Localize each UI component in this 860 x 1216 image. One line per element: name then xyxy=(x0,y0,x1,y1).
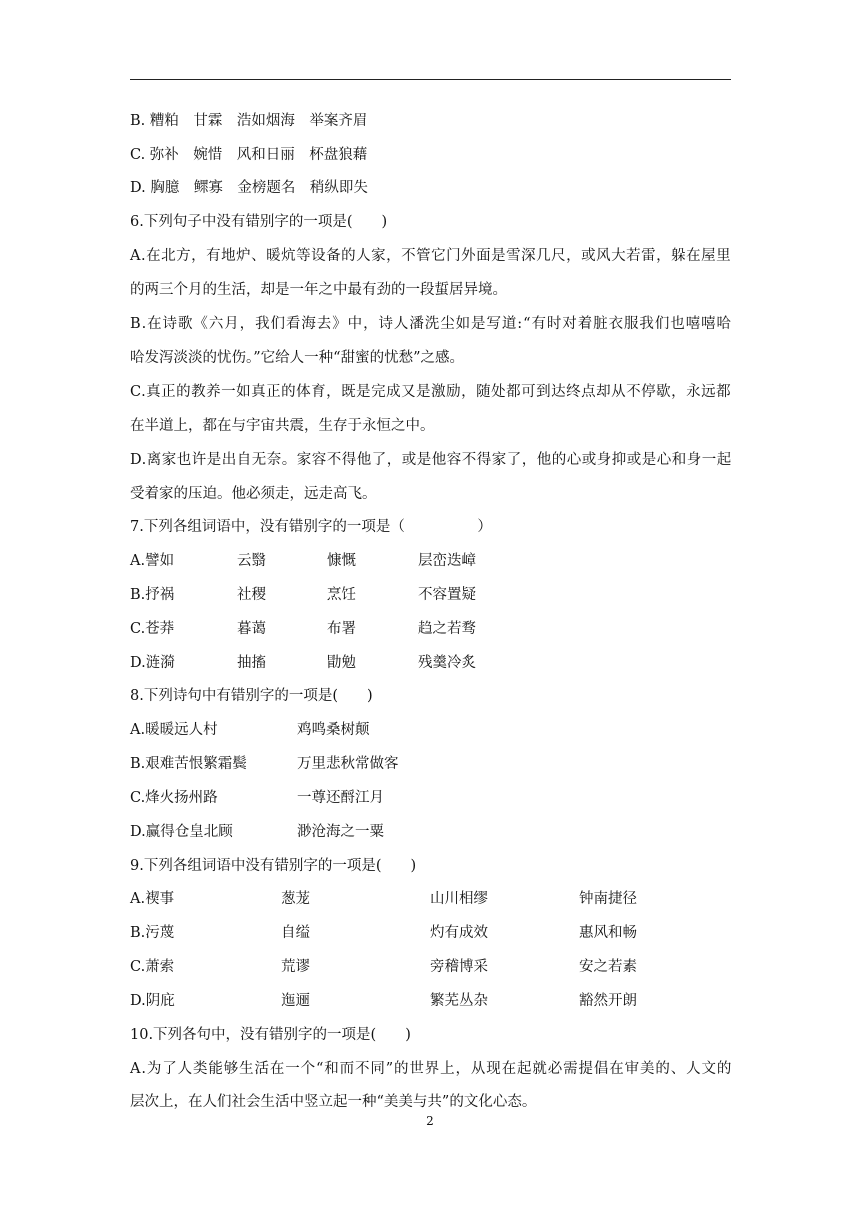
q9-b-word-1: B.污蔑 xyxy=(130,925,175,941)
q9-c-word-3: 旁稽博采 xyxy=(430,959,488,975)
q6-option-c-line2: 在半道上，都在与宇宙共震，生存于永恒之中。 xyxy=(130,418,435,434)
q7-a-word-1: A.譬如 xyxy=(130,553,175,569)
q7-d-word-2: 抽搐 xyxy=(237,655,266,671)
q6-option-b-line2: 哈发泻淡淡的忧伤。”它给人一种“甜蜜的忧愁”之感。 xyxy=(130,350,464,366)
q9-a-word-3: 山川相缪 xyxy=(430,891,488,907)
q7-d-word-4: 残羹冷炙 xyxy=(418,655,476,671)
q7-d-word-1: D.涟漪 xyxy=(130,655,175,671)
q6-option-c-line1: C.真正的教养一如真正的体育，既是完成又是激励，随处都可到达终点却从不停歇，永远都 xyxy=(130,384,732,400)
q8-d-line-1: D.赢得仓皇北顾 xyxy=(130,824,233,840)
q9-c-word-1: C.萧索 xyxy=(130,959,175,975)
q8-b-line-2: 万里悲秋常做客 xyxy=(297,756,399,772)
q8-a-line-2: 鸡鸣桑树颠 xyxy=(297,722,370,738)
q9-c-word-2: 荒谬 xyxy=(281,959,310,975)
q10-option-a-line1: A.为了人类能够生活在一个“和而不同”的世界上，从现在起就必需提倡在审美的、人文的 xyxy=(130,1061,733,1077)
q9-a-word-4: 钟南捷径 xyxy=(579,891,637,907)
q7-c-word-3: 布署 xyxy=(327,621,356,637)
q9-b-word-3: 灼有成效 xyxy=(430,925,488,941)
q7-c-word-2: 暮蔼 xyxy=(237,621,266,637)
q6-option-d-line1: D.离家也许是出自无奈。家容不得他了，或是他容不得家了，他的心或身抑或是心和身一起 xyxy=(130,452,732,468)
q7-b-word-1: B.抒祸 xyxy=(130,587,175,603)
q6-option-d-line2: 受着家的压迫。他必须走，远走高飞。 xyxy=(130,486,377,502)
q7-b-word-3: 烹饪 xyxy=(327,587,356,603)
q6-option-b-line1: B.在诗歌《六月，我们看海去》中，诗人潘洗尘如是写道:“有时对着脏衣服我们也嘻嘻哈 xyxy=(130,316,732,332)
q5-option-b: B. 糟粕 甘霖 浩如烟海 举案齐眉 xyxy=(130,113,368,129)
header-rule xyxy=(130,79,731,80)
q9-d-word-3: 繁芜丛杂 xyxy=(430,993,488,1009)
q8-d-line-2: 渺沧海之一粟 xyxy=(297,824,384,840)
q8-b-line-1: B.艰难苦恨繁霜鬓 xyxy=(130,756,247,772)
q8-c-line-2: 一尊还酹江月 xyxy=(297,790,384,806)
q7-c-word-4: 趋之若骛 xyxy=(418,621,476,637)
q8-c-line-1: C.烽火扬州路 xyxy=(130,790,218,806)
q6-option-a-line2: 的两三个月的生活，却是一年之中最有劲的一段蜇居异境。 xyxy=(130,282,507,298)
q8-a-line-1: A.暖暖远人村 xyxy=(130,722,218,738)
q9-c-word-4: 安之若素 xyxy=(579,959,637,975)
q7-d-word-3: 勖勉 xyxy=(327,655,356,671)
q9-d-word-2: 迤逦 xyxy=(281,993,310,1009)
q7-b-word-4: 不容置疑 xyxy=(418,587,476,603)
q10-stem: 10.下列各句中，没有错别字的一项是( ) xyxy=(130,1027,411,1043)
q7-b-word-2: 社稷 xyxy=(237,587,266,603)
q6-option-a-line1: A.在北方，有地炉、暖炕等设备的人家，不管它门外面是雪深几尺，或风大若雷，躲在屋里 xyxy=(130,248,732,264)
q5-option-c: C. 弥补 婉惜 风和日丽 杯盘狼藉 xyxy=(130,147,368,163)
q7-a-word-2: 云翳 xyxy=(237,553,266,569)
q7-c-word-1: C.苍莽 xyxy=(130,621,175,637)
q8-stem: 8.下列诗句中有错别字的一项是( ) xyxy=(130,688,373,704)
q7-a-word-4: 层峦迭嶂 xyxy=(418,553,476,569)
q5-option-d: D. 胸臆 鳏寡 金榜题名 稍纵即失 xyxy=(130,180,368,196)
page-number: 2 xyxy=(426,1114,434,1128)
q9-b-word-4: 惠风和畅 xyxy=(579,925,637,941)
q7-a-word-3: 慷慨 xyxy=(327,553,356,569)
q9-d-word-1: D.阴庇 xyxy=(130,993,175,1009)
q9-a-word-2: 葱茏 xyxy=(281,891,310,907)
q7-stem: 7.下列各组词语中，没有错别字的一项是（ ） xyxy=(130,519,492,535)
q10-option-a-line2: 层次上，在人们社会生活中竖立起一种“美美与共”的文化心态。 xyxy=(130,1094,537,1110)
q9-a-word-1: A.褉事 xyxy=(130,891,175,907)
q9-d-word-4: 豁然开朗 xyxy=(579,993,637,1009)
q9-b-word-2: 自缢 xyxy=(281,925,310,941)
q6-stem: 6.下列句子中没有错别字的一项是( ) xyxy=(130,214,388,230)
q9-stem: 9.下列各组词语中没有错别字的一项是( ) xyxy=(130,858,417,874)
